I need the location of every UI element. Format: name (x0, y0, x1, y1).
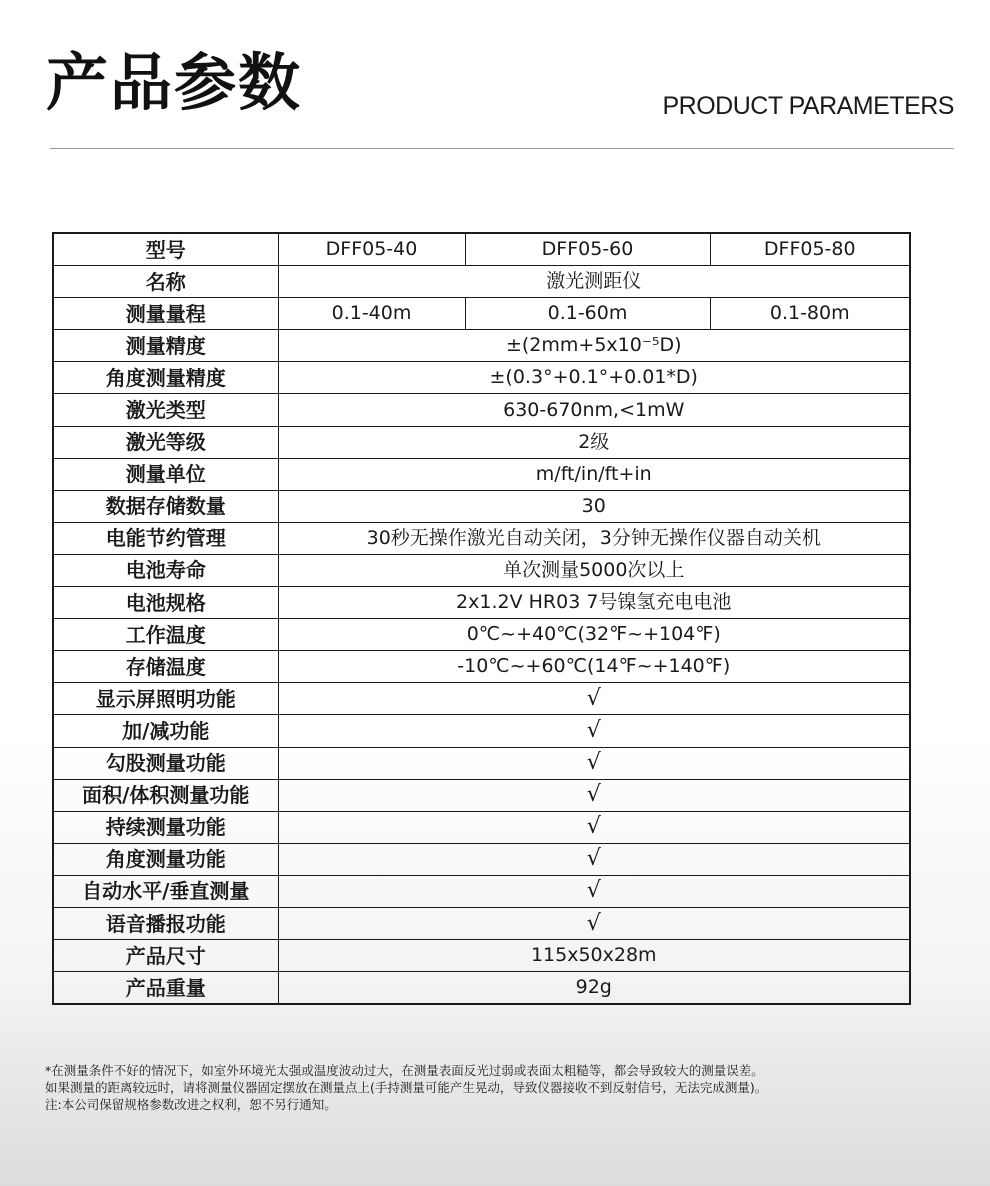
page-subtitle: PRODUCT PARAMETERS (662, 92, 954, 120)
row-label: 产品尺寸 (53, 940, 278, 972)
range-cell-1: 0.1-40m (278, 298, 465, 330)
row-label: 电池规格 (53, 587, 278, 619)
footnote-line: 注:本公司保留规格参数改进之权利，恕不另行通知。 (45, 1097, 337, 1112)
row-label: 角度测量精度 (53, 362, 278, 394)
table-row (53, 619, 910, 651)
row-label-model: 型号 (53, 233, 278, 266)
row-label: 显示屏照明功能 (53, 683, 278, 715)
row-value: m/ft/in/ft+in (278, 458, 910, 490)
model-cell-1: DFF05-40 (278, 233, 465, 266)
row-label: 工作温度 (53, 619, 278, 651)
table-row (53, 972, 910, 1005)
table-row-name (53, 266, 910, 298)
check-mark-icon: √ (278, 907, 910, 939)
table-row (53, 651, 910, 683)
table-row-range (53, 298, 910, 330)
table-row (53, 715, 910, 747)
table-row-model (53, 233, 910, 266)
range-cell-3: 0.1-80m (710, 298, 910, 330)
row-value: 30秒无操作激光自动关闭，3分钟无操作仪器自动关机 (278, 522, 910, 554)
table-row (53, 683, 910, 715)
header-divider (50, 148, 954, 149)
name-value-cell: 激光测距仪 (278, 266, 910, 298)
spec-table (52, 232, 911, 1005)
row-label: 角度测量功能 (53, 843, 278, 875)
row-label: 激光等级 (53, 426, 278, 458)
check-mark-icon: √ (278, 747, 910, 779)
table-row (53, 362, 910, 394)
model-cell-3: DFF05-80 (710, 233, 910, 266)
table-row (53, 426, 910, 458)
table-row (53, 394, 910, 426)
row-label: 面积/体积测量功能 (53, 779, 278, 811)
table-row (53, 554, 910, 586)
table-row (53, 490, 910, 522)
table-row (53, 330, 910, 362)
row-label: 产品重量 (53, 972, 278, 1005)
table-row (53, 940, 910, 972)
table-row (53, 843, 910, 875)
row-label-name: 名称 (53, 266, 278, 298)
row-value: 630-670nm,<1mW (278, 394, 910, 426)
model-cell-2: DFF05-60 (465, 233, 710, 266)
table-row (53, 779, 910, 811)
footnote-line: *在测量条件不好的情况下，如室外环境光太强或温度波动过大，在测量表面反光过弱或表面太粗糙等，都会导致较大的测量误差。 (45, 1063, 764, 1078)
row-label: 电池寿命 (53, 554, 278, 586)
check-mark-icon: √ (278, 683, 910, 715)
table-row (53, 458, 910, 490)
row-value: 92g (278, 972, 910, 1005)
row-value: ±(2mm+5x10⁻⁵D) (278, 330, 910, 362)
row-value: -10℃~+60℃(14℉~+140℉) (278, 651, 910, 683)
row-label: 加/减功能 (53, 715, 278, 747)
table-row (53, 522, 910, 554)
row-value: 单次测量5000次以上 (278, 554, 910, 586)
page-title: 产品参数 (46, 46, 303, 119)
range-cell-2: 0.1-60m (465, 298, 710, 330)
check-mark-icon: √ (278, 811, 910, 843)
row-value: 2x1.2V HR03 7号镍氢充电电池 (278, 587, 910, 619)
row-label-range: 测量量程 (53, 298, 278, 330)
row-label: 语音播报功能 (53, 907, 278, 939)
table-row (53, 907, 910, 939)
row-value: 30 (278, 490, 910, 522)
row-label: 存储温度 (53, 651, 278, 683)
footnotes (45, 1062, 965, 1113)
check-mark-icon: √ (278, 875, 910, 907)
table-row (53, 587, 910, 619)
row-value: 2级 (278, 426, 910, 458)
check-mark-icon: √ (278, 843, 910, 875)
table-row (53, 747, 910, 779)
row-label: 测量精度 (53, 330, 278, 362)
footnote-line: 如果测量的距离较远时，请将测量仪器固定摆放在测量点上(手持测量可能产生晃动，导致仪器接收不到反射信号，无法完成测量)。 (45, 1080, 768, 1095)
row-label: 测量单位 (53, 458, 278, 490)
row-label: 持续测量功能 (53, 811, 278, 843)
row-label: 自动水平/垂直测量 (53, 875, 278, 907)
row-value: ±(0.3°+0.1°+0.01*D) (278, 362, 910, 394)
check-mark-icon: √ (278, 715, 910, 747)
row-label: 电能节约管理 (53, 522, 278, 554)
check-mark-icon: √ (278, 779, 910, 811)
table-row (53, 811, 910, 843)
table-row (53, 875, 910, 907)
row-label: 数据存储数量 (53, 490, 278, 522)
row-value: 0℃~+40℃(32℉~+104℉) (278, 619, 910, 651)
row-label: 勾股测量功能 (53, 747, 278, 779)
row-value: 115x50x28m (278, 940, 910, 972)
row-label: 激光类型 (53, 394, 278, 426)
spec-table-body (53, 233, 910, 1004)
